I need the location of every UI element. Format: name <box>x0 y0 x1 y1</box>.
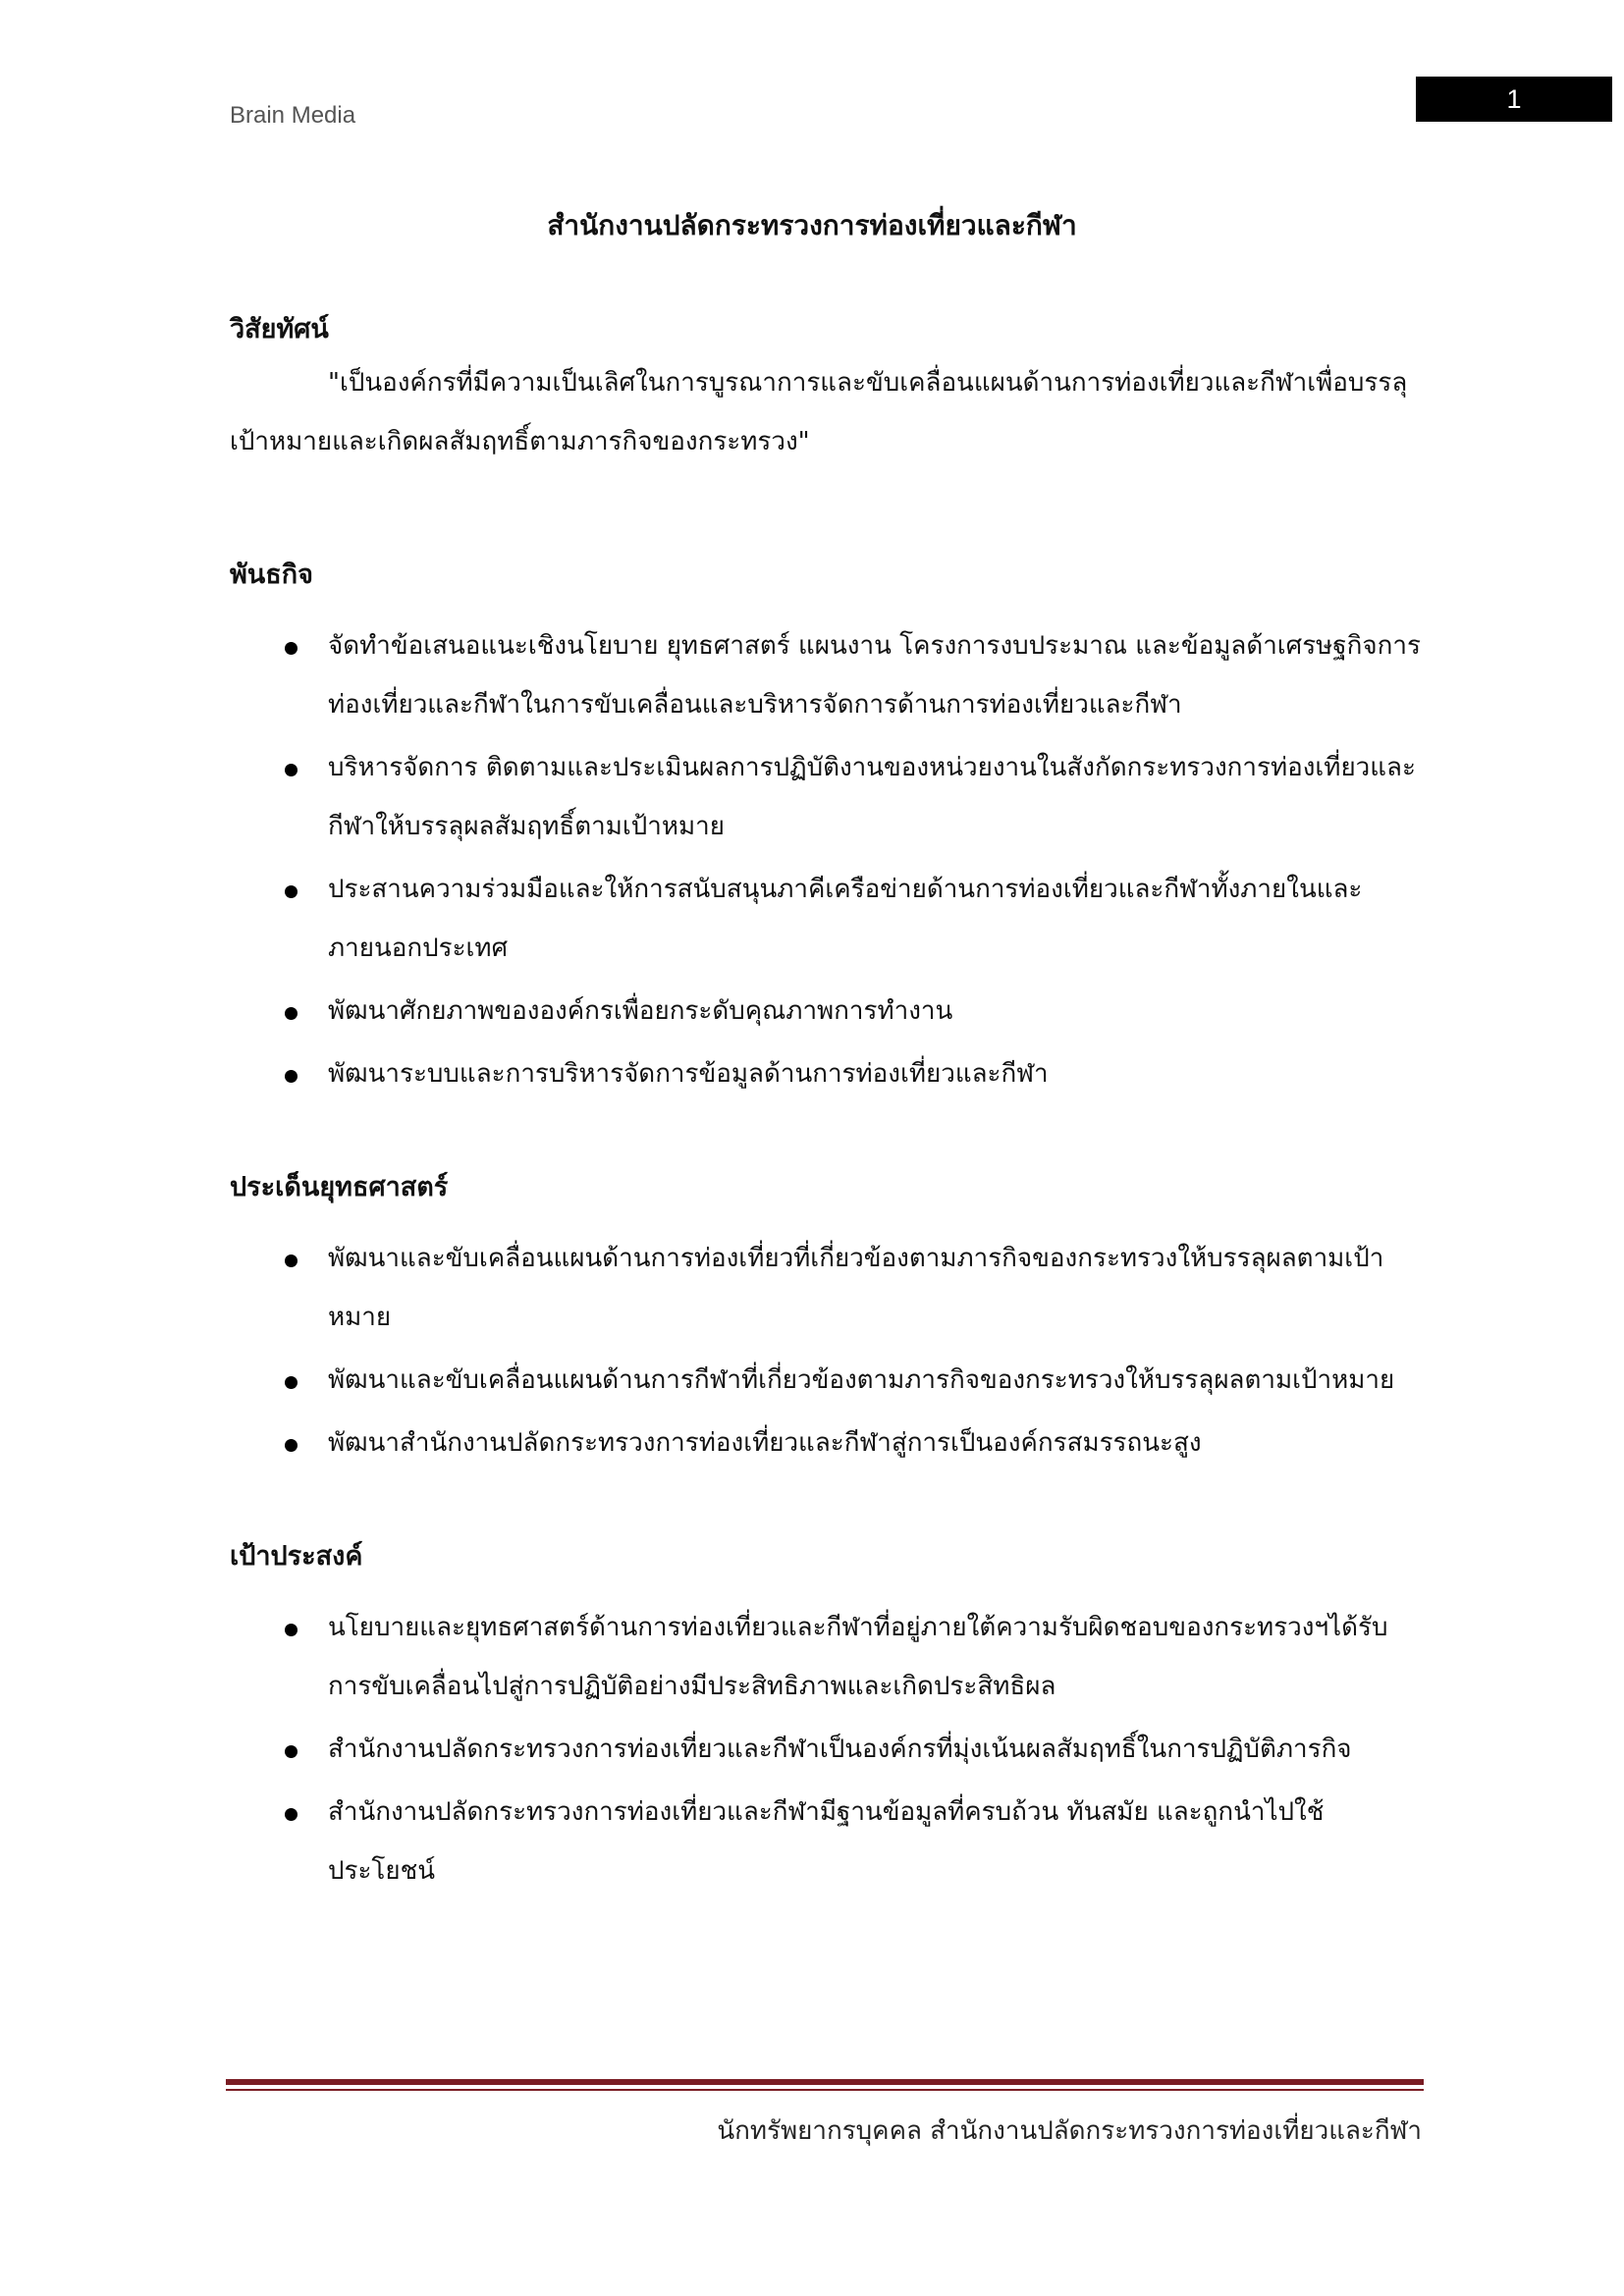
list-item <box>230 1229 1428 1347</box>
document-title: สำนักงานปลัดกระทรวงการท่องเที่ยวและกีฬา <box>547 209 1077 241</box>
bullet-icon <box>285 1070 298 1083</box>
list-item <box>230 1598 1428 1716</box>
footer-divider-thin <box>226 2089 1424 2091</box>
objectives-section <box>230 1533 1428 1900</box>
list-item-text: บริหารจัดการ ติดตามและประเมินผลการปฏิบัติงานของหน่วยงานในสังกัดกระทรวงการท่องเที่ยวและกีฬาให้บรรลุผลสัมฤทธิ์ตามเป้าหมาย <box>328 753 1416 841</box>
list-item <box>230 738 1428 856</box>
list-item <box>230 1720 1428 1779</box>
mission-section <box>230 552 1428 1103</box>
brand-label: Brain Media <box>230 102 356 129</box>
bullet-icon <box>285 764 298 776</box>
list-item-text: พัฒนาศักยภาพขององค์กรเพื่อยกระดับคุณภาพการทำงาน <box>328 996 953 1026</box>
bullet-icon <box>285 1255 298 1267</box>
list-item-text: จัดทำข้อเสนอแนะเชิงนโยบาย ยุทธศาสตร์ แผนงาน โครงการงบประมาณ และข้อมูลด้าเศรษฐกิจการท่องเที่ยวและกีฬาในการขับเคลื่อนและบริหารจัดการด้านการท่องเที่ยวและกีฬา <box>328 631 1421 720</box>
list-item <box>230 1351 1428 1410</box>
list-item-text: สำนักงานปลัดกระทรวงการท่องเที่ยวและกีฬามีฐานข้อมูลที่ครบถ้วน ทันสมัย และถูกนำไปใช้ประโยชน์ <box>328 1797 1325 1886</box>
bullet-icon <box>285 1376 298 1389</box>
objectives-heading: เป้าประสงค์ <box>230 1541 363 1572</box>
strategy-heading: ประเด็นยุทธศาสตร์ <box>230 1172 449 1202</box>
list-item <box>230 860 1428 978</box>
bullet-icon <box>285 1007 298 1020</box>
bullet-icon <box>285 1439 298 1452</box>
strategy-list <box>230 1229 1428 1472</box>
list-item <box>230 1783 1428 1900</box>
footer-text: นักทรัพยากรบุคคล สำนักงานปลัดกระทรวงการท่องเที่ยวและกีฬา <box>717 2116 1422 2146</box>
bullet-icon <box>285 1624 298 1636</box>
bullet-icon <box>285 1745 298 1758</box>
list-item-text: สำนักงานปลัดกระทรวงการท่องเที่ยวและกีฬาเป็นองค์กรที่มุ่งเน้นผลสัมฤทธิ์ในการปฏิบัติภารกิจ <box>328 1735 1352 1764</box>
vision-text: "เป็นองค์กรที่มีความเป็นเลิศในการบูรณาการและขับเคลื่อนแผนด้านการท่องเที่ยวและกีฬาเพื่อบรรลุเป้าหมายและเกิดผลสัมฤทธิ์ตามภารกิจของกระทรวง" <box>230 368 1408 456</box>
bullet-icon <box>285 1808 298 1821</box>
footer-divider <box>226 2079 1424 2085</box>
vision-section <box>230 306 1428 471</box>
list-item <box>230 1414 1428 1472</box>
mission-heading: พันธกิจ <box>230 560 313 590</box>
list-item-text: พัฒนาระบบและการบริหารจัดการข้อมูลด้านการท่องเที่ยวและกีฬา <box>328 1059 1049 1089</box>
document-body <box>230 306 1428 1961</box>
page-number-badge: 1 <box>1416 77 1612 122</box>
objectives-list <box>230 1598 1428 1900</box>
strategy-section <box>230 1164 1428 1472</box>
vision-heading: วิสัยทัศน์ <box>230 314 329 345</box>
list-item <box>230 616 1428 734</box>
bullet-icon <box>285 642 298 655</box>
bullet-icon <box>285 885 298 898</box>
list-item-text: พัฒนาและขับเคลื่อนแผนด้านการกีฬาที่เกี่ยวข้องตามภารกิจของกระทรวงให้บรรลุผลตามเป้าหมาย <box>328 1365 1395 1395</box>
list-item-text: พัฒนาสำนักงานปลัดกระทรวงการท่องเที่ยวและกีฬาสู่การเป็นองค์กรสมรรถนะสูง <box>328 1428 1202 1458</box>
list-item-text: พัฒนาและขับเคลื่อนแผนด้านการท่องเที่ยวที่เกี่ยวข้องตามภารกิจของกระทรวงให้บรรลุผลตามเป้าหมาย <box>328 1244 1384 1332</box>
mission-list <box>230 616 1428 1103</box>
list-item-text: นโยบายและยุทธศาสตร์ด้านการท่องเที่ยวและกีฬาที่อยู่ภายใต้ความรับผิดชอบของกระทรวงฯได้รับการขับเคลื่อนไปสู่การปฏิบัติอย่างมีประสิทธิภาพและเกิดประสิทธิผล <box>328 1613 1388 1701</box>
list-item <box>230 982 1428 1041</box>
list-item <box>230 1044 1428 1103</box>
list-item-text: ประสานความร่วมมือและให้การสนับสนุนภาคีเครือข่ายด้านการท่องเที่ยวและกีฬาทั้งภายในและภายนอกประเทศ <box>328 875 1363 963</box>
